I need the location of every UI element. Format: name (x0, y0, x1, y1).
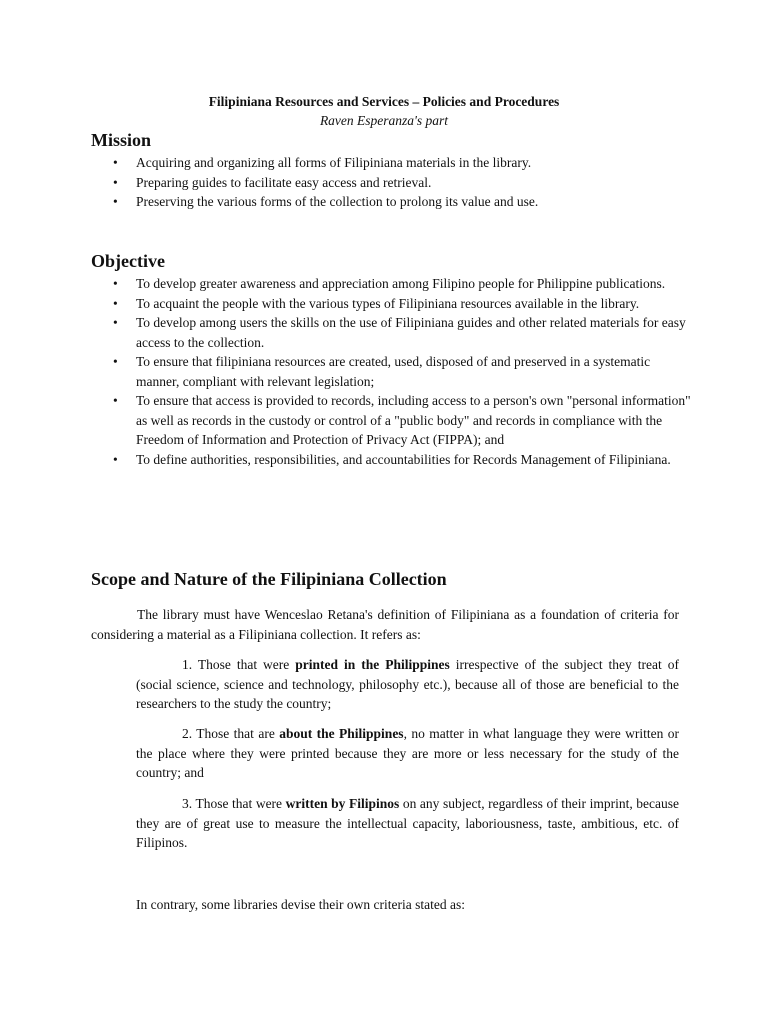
criterion-2-emphasis: about the Philippines (279, 726, 404, 741)
criterion-2-prefix: 2. Those that are (182, 726, 280, 741)
criterion-1-text: irrespective of the subject they treat of (social science, science and technology, philosophy etc.), because all of those are beneficial to the researchers to the study the country; (136, 657, 679, 711)
criterion-3-emphasis: written by Filipinos (285, 796, 400, 811)
scope-closing: In contrary, some libraries devise their own criteria stated as: (136, 897, 466, 912)
mission-item: • Preserving the various forms of the collection to prolong its value and use. (91, 192, 691, 212)
criterion-3-prefix: 3. Those that were (182, 796, 286, 811)
mission-item: • Acquiring and organizing all forms of Filipiniana materials in the library. (91, 153, 691, 173)
mission-list (91, 153, 691, 212)
criterion-3 (136, 794, 679, 853)
criterion-1-emphasis: printed in the Philippines (295, 657, 450, 672)
mission-heading: Mission (91, 130, 152, 150)
objective-item: • To develop among users the skills on the use of Filipiniana guides and other related materials for easy access to the collection. (91, 313, 691, 352)
criterion-1 (136, 655, 679, 714)
document-title: Filipiniana Resources and Services – Policies and Procedures (208, 94, 560, 109)
objective-item: • To ensure that access is provided to records, including access to a person's own "personal information" as well as records in the custody or control of a "public body" and records in compliance with the Freedom of Information and Protection of Privacy Act (FIPPA); and (91, 391, 691, 450)
criterion-2-text: , no matter in what language they were written or the place where they were printed because they are more or less necessary for the study of the country; and (136, 726, 679, 780)
objective-item: • To define authorities, responsibilities, and accountabilities for Records Management of Filipiniana. (91, 450, 691, 470)
objective-item: • To ensure that filipiniana resources are created, used, disposed of and preserved in a systematic manner, compliant with relevant legislation; (91, 352, 691, 391)
objective-list (91, 274, 691, 469)
objective-heading: Objective (91, 251, 165, 271)
objective-item: • To acquaint the people with the various types of Filipiniana resources available in the library. (91, 294, 691, 314)
scope-heading: Scope and Nature of the Filipiniana Collection (91, 569, 447, 589)
objective-item: • To develop greater awareness and appreciation among Filipino people for Philippine publications. (91, 274, 691, 294)
mission-item: • Preparing guides to facilitate easy access and retrieval. (91, 173, 691, 193)
scope-intro: The library must have Wenceslao Retana's definition of Filipiniana as a foundation of criteria for considering a material as a Filipiniana collection. It refers as: (91, 607, 679, 642)
criterion-1-prefix: 1. Those that were (182, 657, 296, 672)
criterion-3-text: on any subject, regardless of their imprint, because they are of great use to measure the intellectual capacity, laboriousness, taste, ambitious, etc. of Filipinos. (136, 796, 679, 850)
document-subtitle: Raven Esperanza's part (319, 113, 449, 128)
criterion-2 (136, 724, 679, 783)
